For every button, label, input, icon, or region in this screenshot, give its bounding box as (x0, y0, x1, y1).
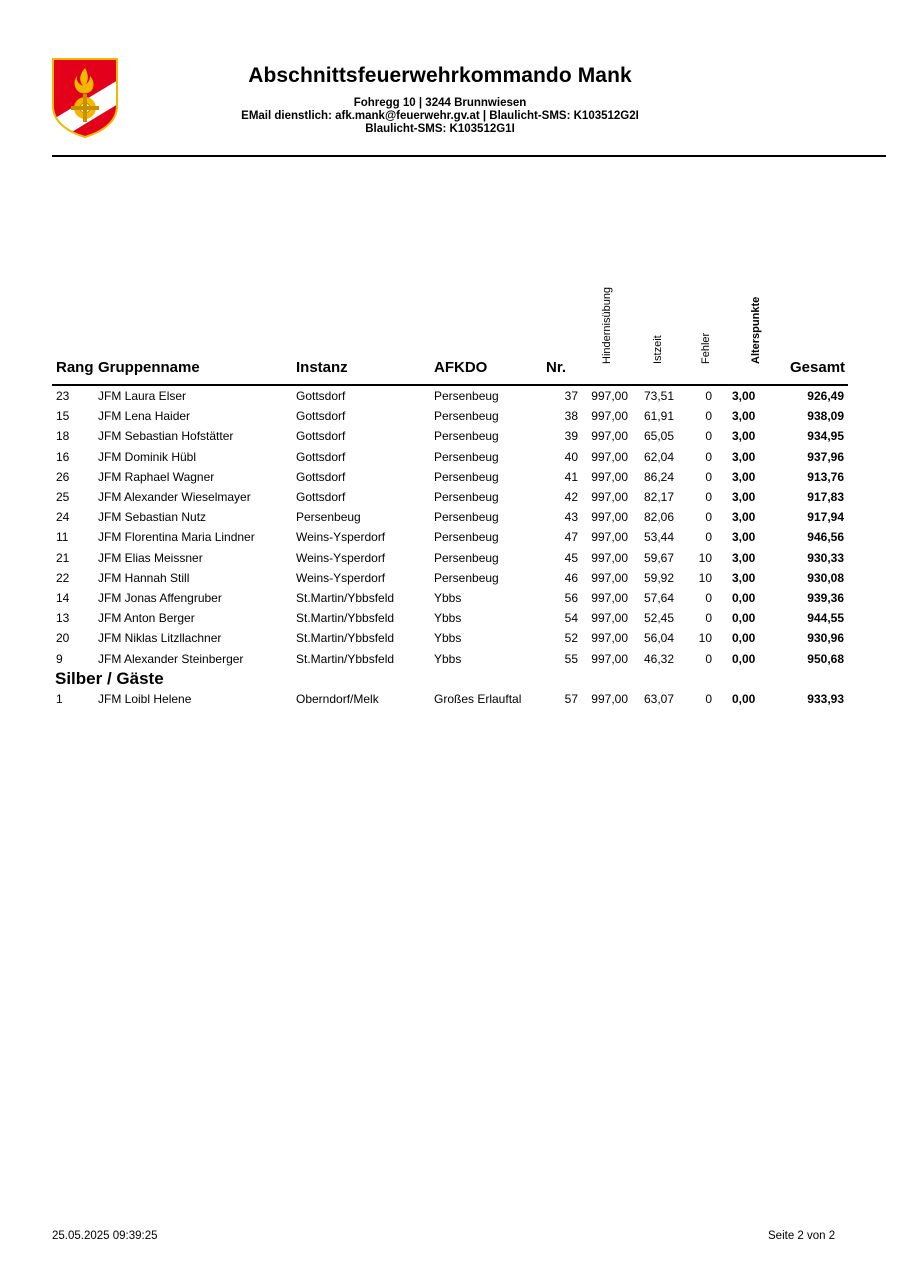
page-indicator: Seite 2 von 2 (768, 1230, 836, 1242)
col-header-instanz: Instanz (296, 359, 348, 376)
cell-alterspunkte: 0,00 (732, 590, 756, 605)
cell-rang: 9 (56, 651, 63, 666)
cell-nr: 52 (564, 631, 578, 646)
cell-afkdo: Persenbeug (434, 550, 499, 565)
cell-afkdo: Persenbeug (434, 389, 499, 404)
cell-instanz: St.Martin/Ybbsfeld (296, 590, 395, 605)
section-row (52, 669, 848, 689)
cell-nr: 46 (564, 570, 578, 585)
table-header-row (52, 282, 848, 385)
col-header-gesamt: Gesamt (790, 359, 846, 376)
cell-alterspunkte: 3,00 (732, 409, 756, 424)
cell-istzeit: 62,04 (644, 449, 675, 464)
header-divider (52, 155, 886, 157)
page-title: Abschnittsfeuerwehrkommando Mank (248, 64, 632, 87)
col-header-afkdo: AFKDO (434, 359, 488, 376)
cell-rang: 16 (56, 449, 70, 464)
table-row (52, 548, 848, 568)
cell-nr: 37 (564, 389, 578, 404)
cell-hindernis: 997,00 (591, 651, 628, 666)
cell-name: JFM Raphael Wagner (98, 469, 215, 484)
cell-afkdo: Ybbs (434, 651, 462, 666)
cell-istzeit: 82,17 (644, 490, 675, 505)
col-header-hindernis-cell (582, 282, 632, 385)
cell-alterspunkte: 3,00 (732, 510, 756, 525)
cell-nr: 41 (564, 469, 578, 484)
section-title: Silber / Gäste (55, 668, 164, 688)
table-row (52, 487, 848, 507)
cell-hindernis: 997,00 (591, 631, 628, 646)
cell-fehler: 0 (705, 510, 712, 525)
cell-istzeit: 52,45 (644, 611, 675, 626)
cell-instanz: Gottsdorf (296, 490, 346, 505)
table-row (52, 608, 848, 628)
table-row (52, 467, 848, 487)
cell-hindernis: 997,00 (591, 389, 628, 404)
cell-istzeit: 59,67 (644, 550, 675, 565)
cell-fehler: 0 (705, 429, 712, 444)
cell-hindernis: 997,00 (591, 469, 628, 484)
cell-istzeit: 65,05 (644, 429, 675, 444)
cell-nr: 45 (564, 550, 578, 565)
col-header-nr: Nr. (546, 359, 567, 376)
cell-istzeit: 56,04 (644, 631, 675, 646)
cell-gesamt: 917,83 (807, 490, 844, 505)
cell-afkdo: Persenbeug (434, 510, 499, 525)
cell-afkdo: Persenbeug (434, 570, 499, 585)
cell-rang: 26 (56, 469, 70, 484)
cell-fehler: 0 (705, 490, 712, 505)
cell-alterspunkte: 3,00 (732, 389, 756, 404)
cell-name: JFM Niklas Litzllachner (98, 631, 222, 646)
cell-fehler: 10 (698, 550, 712, 565)
col-header-istzeit-cell (632, 282, 684, 385)
cell-nr: 39 (564, 429, 578, 444)
cell-instanz: Weins-Ysperdorf (296, 570, 386, 585)
col-header-alterspunkte-cell (728, 282, 784, 385)
cell-nr: 54 (564, 611, 578, 626)
cell-istzeit: 57,64 (644, 590, 675, 605)
cell-gesamt: 913,76 (807, 469, 844, 484)
table-row (52, 588, 848, 608)
cell-istzeit: 63,07 (644, 691, 675, 706)
table-row (52, 426, 848, 446)
cell-rang: 11 (56, 530, 69, 545)
cell-hindernis: 997,00 (591, 490, 628, 505)
cell-istzeit: 46,32 (644, 651, 675, 666)
cell-instanz: Gottsdorf (296, 409, 346, 424)
cell-afkdo: Großes Erlauftal (434, 691, 522, 706)
cell-name: JFM Laura Elser (98, 389, 187, 404)
table-row (52, 568, 848, 588)
cell-rang: 13 (56, 611, 70, 626)
cell-instanz: St.Martin/Ybbsfeld (296, 611, 395, 626)
cell-alterspunkte: 3,00 (732, 490, 756, 505)
cell-afkdo: Persenbeug (434, 469, 499, 484)
cell-rang: 18 (56, 429, 70, 444)
cell-hindernis: 997,00 (591, 611, 628, 626)
cell-alterspunkte: 3,00 (732, 449, 756, 464)
cell-nr: 38 (564, 409, 578, 424)
cell-fehler: 0 (705, 590, 712, 605)
cell-gesamt: 950,68 (807, 651, 844, 666)
cell-fehler: 10 (698, 631, 712, 646)
cell-name: JFM Elias Meissner (98, 550, 203, 565)
cell-rang: 1 (56, 691, 63, 706)
sms-line: Blaulicht-SMS: K103512G1I (365, 123, 515, 135)
fire-brigade-logo (52, 58, 118, 138)
table-row (52, 406, 848, 426)
cell-name: JFM Loibl Helene (98, 691, 192, 706)
cell-nr: 56 (564, 590, 578, 605)
cell-name: JFM Sebastian Nutz (98, 510, 207, 525)
cell-fehler: 0 (705, 389, 712, 404)
cell-hindernis: 997,00 (591, 691, 628, 706)
cell-rang: 22 (56, 570, 70, 585)
cell-gesamt: 937,96 (807, 449, 844, 464)
cell-nr: 55 (564, 651, 578, 666)
cell-nr: 42 (564, 490, 578, 505)
cell-hindernis: 997,00 (591, 429, 628, 444)
col-header-fehler: Fehler (700, 332, 712, 364)
cell-gesamt: 930,08 (807, 570, 844, 585)
cell-istzeit: 53,44 (644, 530, 675, 545)
cell-hindernis: 997,00 (591, 530, 628, 545)
address-line: Fohregg 10 | 3244 Brunnwiesen (353, 97, 527, 109)
cell-name: JFM Lena Haider (98, 409, 191, 424)
col-header-alterspunkte: Alterspunkte (750, 296, 762, 364)
cell-instanz: Weins-Ysperdorf (296, 530, 386, 545)
cell-afkdo: Persenbeug (434, 409, 499, 424)
table-row (52, 507, 848, 527)
cell-fehler: 0 (705, 651, 712, 666)
cell-istzeit: 59,92 (644, 570, 675, 585)
cell-afkdo: Ybbs (434, 590, 462, 605)
cell-rang: 25 (56, 490, 70, 505)
cell-istzeit: 86,24 (644, 469, 675, 484)
table-row (52, 447, 848, 467)
cell-hindernis: 997,00 (591, 590, 628, 605)
cell-gesamt: 939,36 (807, 590, 844, 605)
col-header-rang: Rang (56, 359, 94, 376)
cell-instanz: Gottsdorf (296, 429, 346, 444)
cell-fehler: 0 (705, 409, 712, 424)
cell-name: JFM Jonas Affengruber (98, 590, 222, 605)
cell-rang: 21 (56, 550, 70, 565)
cell-rang: 24 (56, 510, 70, 525)
cell-alterspunkte: 3,00 (732, 429, 756, 444)
table-row (52, 648, 848, 668)
cell-alterspunkte: 0,00 (732, 611, 756, 626)
cell-fehler: 10 (698, 570, 712, 585)
cell-afkdo: Persenbeug (434, 449, 499, 464)
results-table (52, 282, 848, 709)
cell-rang: 15 (56, 409, 70, 424)
cell-name: JFM Florentina Maria Lindner (98, 530, 255, 545)
cell-fehler: 0 (705, 691, 712, 706)
cell-gesamt: 930,33 (807, 550, 844, 565)
cell-hindernis: 997,00 (591, 449, 628, 464)
table-row (52, 527, 848, 547)
cell-name: JFM Alexander Wieselmayer (98, 490, 251, 505)
cell-gesamt: 926,49 (807, 389, 844, 404)
cell-gesamt: 917,94 (807, 510, 844, 525)
cell-alterspunkte: 0,00 (732, 631, 756, 646)
cell-instanz: Persenbeug (296, 510, 361, 525)
cell-hindernis: 997,00 (591, 570, 628, 585)
cell-afkdo: Ybbs (434, 631, 462, 646)
cell-rang: 14 (56, 590, 70, 605)
cell-nr: 57 (564, 691, 578, 706)
cell-alterspunkte: 0,00 (732, 691, 756, 706)
cell-hindernis: 997,00 (591, 510, 628, 525)
cell-hindernis: 997,00 (591, 409, 628, 424)
cell-name: JFM Dominik Hübl (98, 449, 197, 464)
cell-gesamt: 934,95 (807, 429, 844, 444)
table-row (52, 628, 848, 648)
cell-gesamt: 946,56 (807, 530, 844, 545)
col-header-gruppenname: Gruppenname (98, 359, 200, 376)
cell-istzeit: 61,91 (644, 409, 675, 424)
cell-name: JFM Alexander Steinberger (98, 651, 244, 666)
cell-afkdo: Persenbeug (434, 429, 499, 444)
cell-afkdo: Persenbeug (434, 530, 499, 545)
cell-rang: 20 (56, 631, 70, 646)
cell-afkdo: Persenbeug (434, 490, 499, 505)
cell-fehler: 0 (705, 449, 712, 464)
table-row (52, 385, 848, 406)
cell-instanz: Gottsdorf (296, 469, 346, 484)
cell-alterspunkte: 3,00 (732, 570, 756, 585)
cell-gesamt: 930,96 (807, 631, 844, 646)
cell-afkdo: Ybbs (434, 611, 462, 626)
cell-istzeit: 82,06 (644, 510, 675, 525)
cell-instanz: Gottsdorf (296, 449, 346, 464)
cell-gesamt: 938,09 (807, 409, 844, 424)
cell-fehler: 0 (705, 530, 712, 545)
cell-gesamt: 944,55 (807, 611, 844, 626)
cell-hindernis: 997,00 (591, 550, 628, 565)
cell-fehler: 0 (705, 611, 712, 626)
cell-istzeit: 73,51 (644, 389, 675, 404)
cell-instanz: Gottsdorf (296, 389, 346, 404)
cell-name: JFM Hannah Still (98, 570, 190, 585)
table-row (52, 689, 848, 709)
cell-nr: 43 (564, 510, 578, 525)
cell-alterspunkte: 3,00 (732, 550, 756, 565)
cell-fehler: 0 (705, 469, 712, 484)
cell-name: JFM Anton Berger (98, 611, 195, 626)
cell-instanz: St.Martin/Ybbsfeld (296, 651, 395, 666)
col-header-istzeit: Istzeit (652, 335, 664, 364)
cell-instanz: Oberndorf/Melk (296, 691, 379, 706)
email-line: EMail dienstlich: afk.mank@feuerwehr.gv.at | Blaulicht-SMS: K103512G2I (241, 110, 639, 122)
col-header-fehler-cell (684, 282, 728, 385)
cell-nr: 40 (564, 449, 578, 464)
cell-gesamt: 933,93 (807, 691, 844, 706)
col-header-hindernis: Hindernisübung (601, 286, 613, 364)
cell-rang: 23 (56, 389, 70, 404)
cell-alterspunkte: 3,00 (732, 469, 756, 484)
cell-alterspunkte: 3,00 (732, 530, 756, 545)
cell-alterspunkte: 0,00 (732, 651, 756, 666)
print-timestamp: 25.05.2025 09:39:25 (52, 1230, 158, 1242)
cell-instanz: St.Martin/Ybbsfeld (296, 631, 395, 646)
cell-nr: 47 (564, 530, 578, 545)
cell-name: JFM Sebastian Hofstätter (98, 429, 234, 444)
cell-instanz: Weins-Ysperdorf (296, 550, 386, 565)
